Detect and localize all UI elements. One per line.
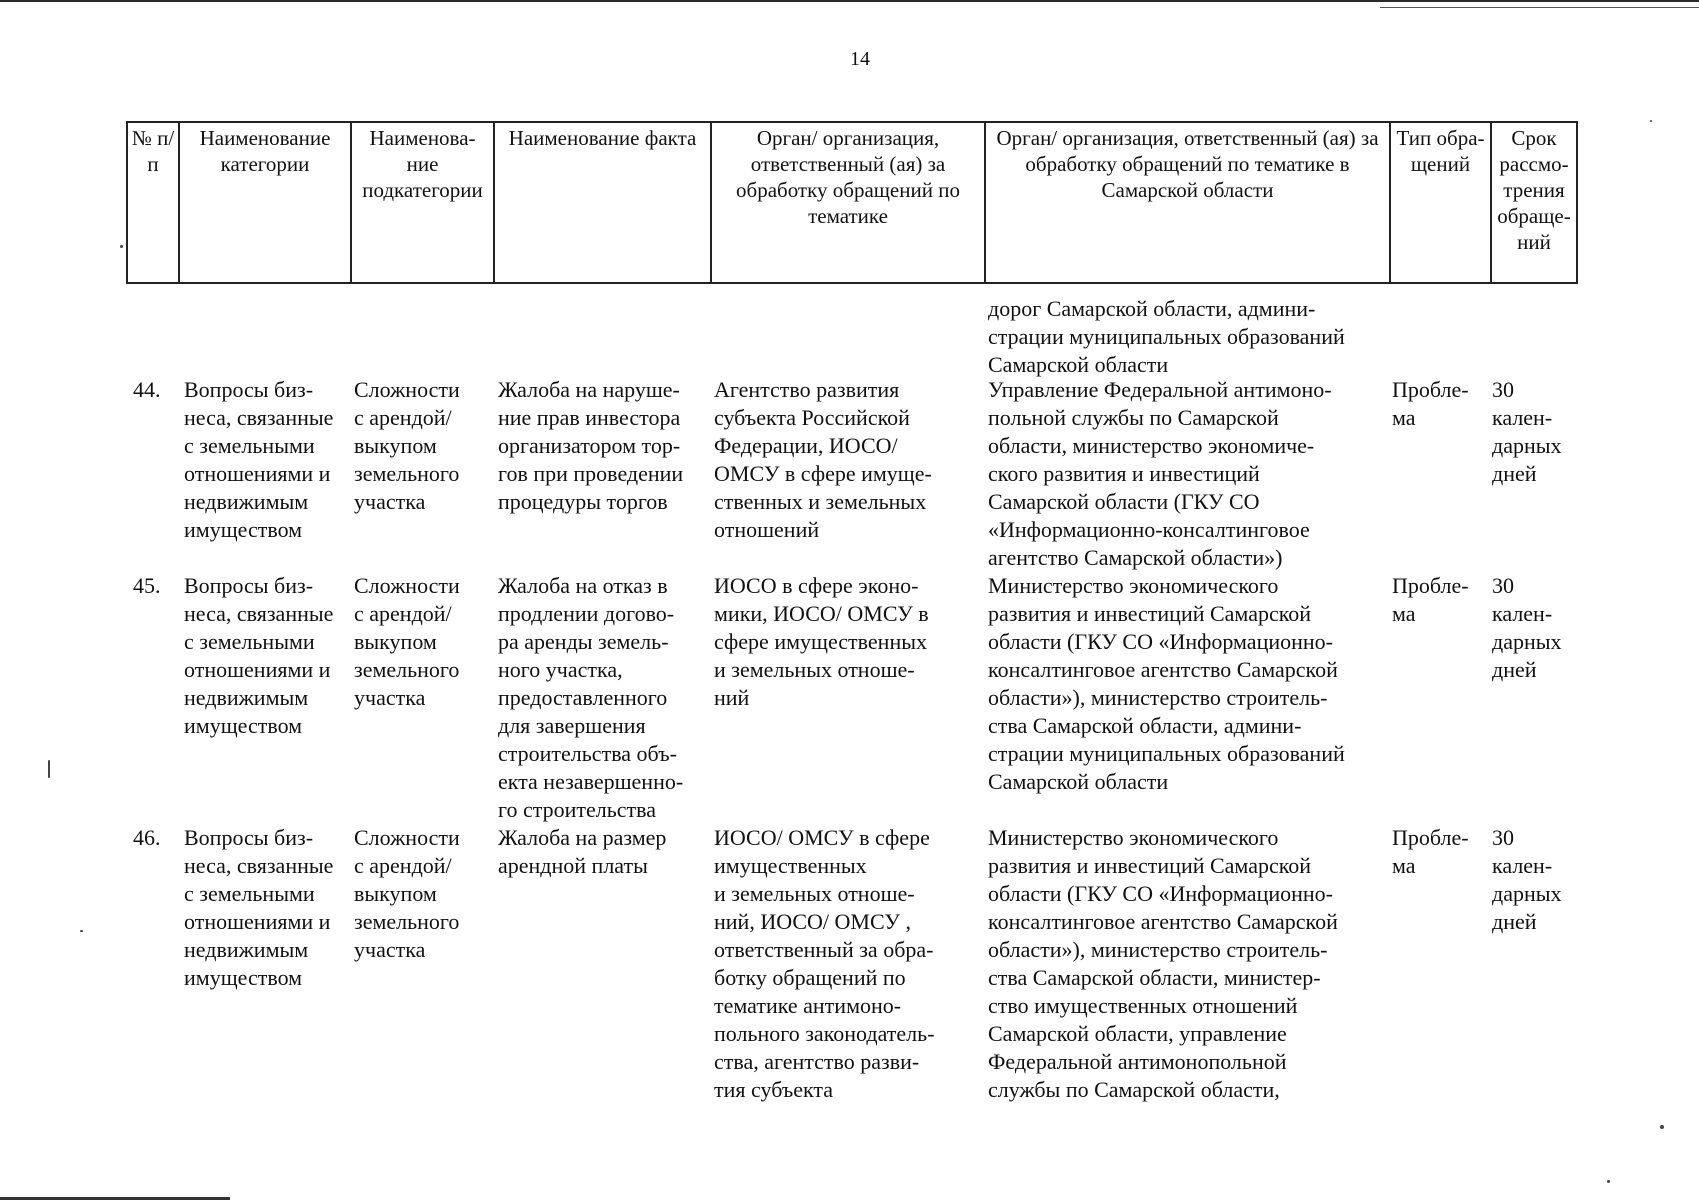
scan-speck: [48, 760, 50, 778]
scan-edge-top-right: [1380, 7, 1699, 8]
continuation-line: Самарской области: [988, 352, 1169, 377]
text-line: дарных: [1492, 881, 1562, 906]
header-fact: Наименование факта: [494, 122, 711, 283]
text-line: неса, связанные: [184, 601, 334, 626]
text-line: Жалоба на размер: [498, 825, 667, 850]
text-line: ОМСУ в сфере имуще-: [714, 461, 932, 486]
text-line: с земельными: [184, 629, 315, 654]
text-line: Сложности: [354, 377, 460, 402]
text-line: Самарской области, управление: [988, 1021, 1287, 1046]
text-line: ство имущественных отношений: [988, 993, 1298, 1018]
text-line: выкупом: [354, 629, 437, 654]
row-appeal-type: [1392, 824, 1492, 880]
page-number: 14: [850, 48, 870, 70]
text-line: субъекта Российской: [714, 405, 910, 430]
text-line: ного участка,: [498, 657, 623, 682]
text-line: продлении догово-: [498, 601, 675, 626]
text-line: Вопросы биз-: [184, 825, 314, 850]
header-category: Наименование категории: [179, 122, 351, 283]
row-category: [184, 824, 354, 992]
row-responsible-org: [714, 572, 984, 712]
text-line: ботку обращений по: [714, 965, 906, 990]
text-line: ства, агентство разви-: [714, 1049, 920, 1074]
text-line: дней: [1492, 461, 1537, 486]
text-line: екта незавершенно-: [498, 769, 684, 794]
text-line: агентство Самарской области»): [988, 545, 1283, 570]
row-appeal-type: [1392, 376, 1492, 432]
text-line: с арендой/: [354, 853, 452, 878]
header-responsible-org: Орган/ организация, ответственный (ая) за обработку обращений по тематике: [711, 122, 985, 283]
text-line: земельного: [354, 909, 460, 934]
row-review-term: [1492, 824, 1592, 936]
row-responsible-org: [714, 824, 984, 1104]
continuation-text: [988, 295, 1345, 379]
row-number: 45.: [133, 573, 161, 598]
row-appeal-type: [1392, 572, 1492, 628]
text-line: и земельных отноше-: [714, 657, 915, 682]
text-line: дарных: [1492, 433, 1562, 458]
text-line: ства Самарской области, админи-: [988, 713, 1302, 738]
row-responsible-org: [714, 376, 984, 544]
row-fact: [498, 376, 708, 516]
text-line: земельного: [354, 657, 460, 682]
row-number: 46.: [133, 825, 161, 850]
text-line: процедуры торгов: [498, 489, 668, 514]
text-line: Пробле-: [1392, 377, 1469, 402]
text-line: ИОСО/ ОМСУ в сфере: [714, 825, 930, 850]
text-line: недвижимым: [184, 489, 309, 514]
text-line: Сложности: [354, 573, 460, 598]
text-line: Федерации, ИОСО/: [714, 433, 898, 458]
text-line: с земельными: [184, 881, 315, 906]
text-line: отношений: [714, 517, 820, 542]
text-line: недвижимым: [184, 937, 309, 962]
text-line: Вопросы биз-: [184, 377, 314, 402]
text-line: области (ГКУ СО «Информационно-: [988, 629, 1333, 654]
text-line: Самарской области (ГКУ СО: [988, 489, 1260, 514]
text-line: области»), министерство строитель-: [988, 685, 1328, 710]
text-line: «Информационно-консалтинговое: [988, 517, 1310, 542]
text-line: го строительства: [498, 797, 657, 822]
text-line: участка: [354, 685, 426, 710]
text-line: развития и инвестиций Самарской: [988, 853, 1312, 878]
scan-speck: [1607, 1180, 1610, 1183]
text-line: отношениями и: [184, 461, 331, 486]
text-line: Жалоба на наруше-: [498, 377, 680, 402]
text-line: ства Самарской области, министер-: [988, 965, 1321, 990]
text-line: Пробле-: [1392, 573, 1469, 598]
scan-speck: [80, 930, 83, 932]
text-line: отношениями и: [184, 657, 331, 682]
text-line: кален-: [1492, 601, 1553, 626]
text-line: участка: [354, 937, 426, 962]
row-fact: [498, 824, 708, 880]
continuation-line: дорог Самарской области, админи-: [988, 296, 1316, 321]
text-line: отношениями и: [184, 909, 331, 934]
text-line: имуществом: [184, 517, 303, 542]
row-subcategory: [354, 572, 494, 712]
header-subcategory: Наименова-ние подкатегории: [351, 122, 494, 283]
continuation-line: страции муниципальных образований: [988, 324, 1345, 349]
text-line: ма: [1392, 405, 1416, 430]
row-fact: [498, 572, 708, 824]
text-line: ние прав инвестора: [498, 405, 681, 430]
text-line: тематике антимоно-: [714, 993, 902, 1018]
row-category: [184, 376, 354, 544]
row-regional-org: [988, 824, 1388, 1104]
text-line: предоставленного: [498, 685, 668, 710]
text-line: мики, ИОСО/ ОМСУ в: [714, 601, 929, 626]
header-review-term: Срок рассмо-трения обраще-ний: [1491, 122, 1577, 283]
text-line: ского развития и инвестиций: [988, 461, 1260, 486]
text-line: развития и инвестиций Самарской: [988, 601, 1312, 626]
scan-speck: [1650, 120, 1652, 122]
text-line: гов при проведении: [498, 461, 684, 486]
text-line: дней: [1492, 909, 1537, 934]
text-line: Сложности: [354, 825, 460, 850]
text-line: 30: [1492, 377, 1514, 402]
text-line: дарных: [1492, 629, 1562, 654]
text-line: 30: [1492, 825, 1514, 850]
text-line: Жалоба на отказ в: [498, 573, 668, 598]
text-line: ма: [1392, 853, 1416, 878]
text-line: польной службы по Самарской: [988, 405, 1279, 430]
text-line: сфере имущественных: [714, 629, 927, 654]
header-appeal-type: Тип обра-щений: [1390, 122, 1491, 283]
row-review-term: [1492, 376, 1592, 488]
row-subcategory: [354, 824, 494, 964]
text-line: ответственный за обра-: [714, 937, 934, 962]
text-line: кален-: [1492, 405, 1553, 430]
scan-speck: [120, 245, 123, 248]
text-line: области, министерство экономиче-: [988, 433, 1315, 458]
text-line: области»), министерство строитель-: [988, 937, 1328, 962]
text-line: выкупом: [354, 881, 437, 906]
text-line: области (ГКУ СО «Информационно-: [988, 881, 1333, 906]
text-line: Пробле-: [1392, 825, 1469, 850]
text-line: и земельных отноше-: [714, 881, 915, 906]
text-line: выкупом: [354, 433, 437, 458]
scan-edge-top: [0, 0, 1699, 2]
text-line: неса, связанные: [184, 853, 334, 878]
text-line: консалтинговое агентство Самарской: [988, 909, 1338, 934]
text-line: ра аренды земель-: [498, 629, 669, 654]
text-line: участка: [354, 489, 426, 514]
text-line: службы по Самарской области,: [988, 1077, 1280, 1102]
text-line: дней: [1492, 657, 1537, 682]
text-line: арендной платы: [498, 853, 648, 878]
row-category: [184, 572, 354, 740]
text-line: тия субъекта: [714, 1077, 834, 1102]
row-review-term: [1492, 572, 1592, 684]
text-line: Вопросы биз-: [184, 573, 314, 598]
text-line: ма: [1392, 601, 1416, 626]
text-line: для завершения: [498, 713, 646, 738]
text-line: Министерство экономического: [988, 573, 1279, 598]
text-line: 30: [1492, 573, 1514, 598]
text-line: имуществом: [184, 713, 303, 738]
text-line: имущественных: [714, 853, 867, 878]
scan-speck: [1660, 1125, 1664, 1129]
text-line: с арендой/: [354, 405, 452, 430]
text-line: недвижимым: [184, 685, 309, 710]
text-line: Агентство развития: [714, 377, 900, 402]
text-line: страции муниципальных образований: [988, 741, 1345, 766]
text-line: Управление Федеральной антимоно-: [988, 377, 1332, 402]
text-line: строительства объ-: [498, 741, 677, 766]
text-line: польного законодатель-: [714, 1021, 935, 1046]
text-line: с арендой/: [354, 601, 452, 626]
row-number: 44.: [133, 377, 161, 402]
text-line: ственных и земельных: [714, 489, 927, 514]
header-num: № п/п: [127, 122, 179, 283]
table-header: [126, 121, 1578, 284]
text-line: земельного: [354, 461, 460, 486]
text-line: неса, связанные: [184, 405, 334, 430]
text-line: Самарской области: [988, 769, 1169, 794]
text-line: Федеральной антимонопольной: [988, 1049, 1287, 1074]
row-regional-org: [988, 572, 1388, 796]
row-subcategory: [354, 376, 494, 516]
row-regional-org: [988, 376, 1388, 572]
text-line: ний, ИОСО/ ОМСУ ,: [714, 909, 911, 934]
text-line: с земельными: [184, 433, 315, 458]
text-line: консалтинговое агентство Самарской: [988, 657, 1338, 682]
header-regional-org: Орган/ организация, ответственный (ая) за обработку обращений по тематике в Самарской области: [985, 122, 1390, 283]
text-line: имуществом: [184, 965, 303, 990]
text-line: ний: [714, 685, 750, 710]
text-line: организатором тор-: [498, 433, 681, 458]
text-line: ИОСО в сфере эконо-: [714, 573, 919, 598]
text-line: Министерство экономического: [988, 825, 1279, 850]
text-line: кален-: [1492, 853, 1553, 878]
